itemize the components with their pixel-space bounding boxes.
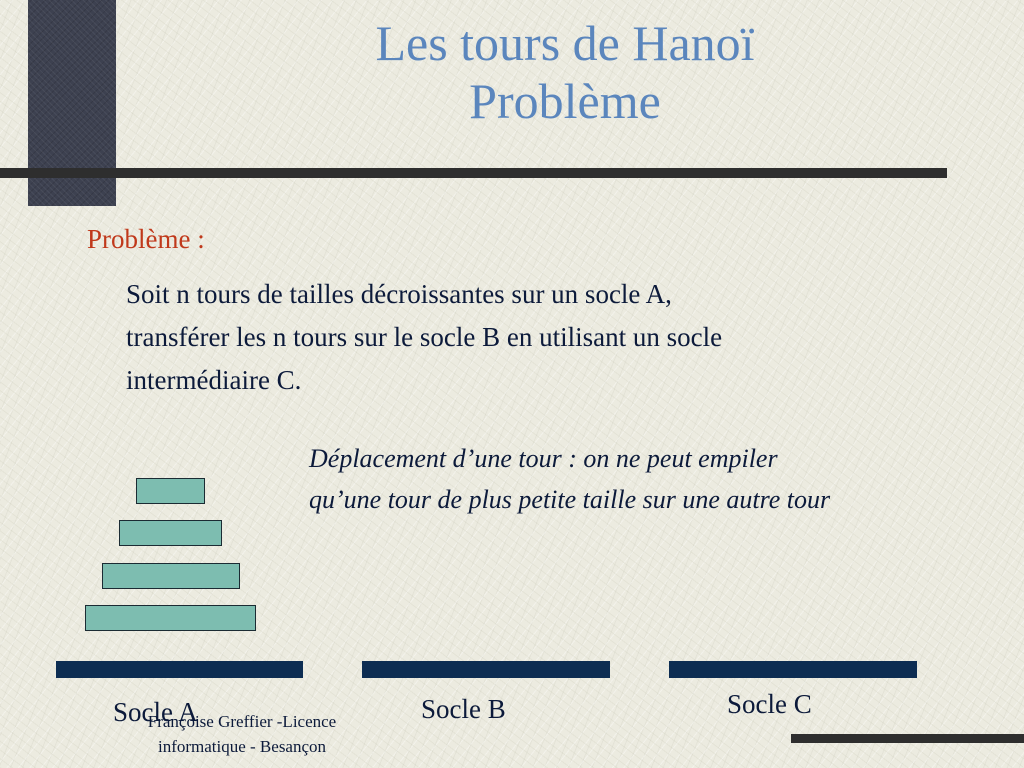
- tower-disk-4: [85, 605, 256, 631]
- footer-credit: [122, 709, 362, 759]
- socle-c-label: Socle C: [727, 689, 812, 719]
- rule-line-1: Déplacement d’une tour : on ne peut empiler: [309, 444, 778, 473]
- body-line-3: intermédiaire C.: [126, 365, 302, 395]
- move-rule: [309, 438, 1009, 520]
- footer-line-1: Françoise Greffier -Licence: [147, 712, 337, 731]
- slide-title: [150, 14, 980, 130]
- problem-heading: Problème :: [87, 224, 205, 254]
- title-underline-bar: [0, 168, 947, 178]
- tower-disk-3: [102, 563, 240, 589]
- title-line-1: Les tours de Hanoï: [375, 15, 755, 71]
- footer-line-2: informatique - Besançon: [157, 737, 327, 756]
- bottom-decorative-bar: [791, 734, 1024, 743]
- socle-b-base: [362, 661, 610, 678]
- socle-a-base: [56, 661, 303, 678]
- socle-c-base: [669, 661, 917, 678]
- tower-disk-1: [136, 478, 205, 504]
- title-line-2: Problème: [469, 73, 661, 129]
- rule-line-2: qu’une tour de plus petite taille sur une autre tour: [309, 485, 831, 514]
- body-line-2: transférer les n tours sur le socle B en utilisant un socle: [126, 322, 723, 352]
- body-line-1: Soit n tours de tailles décroissantes sur un socle A,: [126, 279, 672, 309]
- socle-b-label: Socle B: [421, 694, 506, 724]
- socle-a-label: Socle A: [113, 697, 198, 727]
- problem-statement: [126, 273, 926, 402]
- tower-disk-2: [119, 520, 222, 546]
